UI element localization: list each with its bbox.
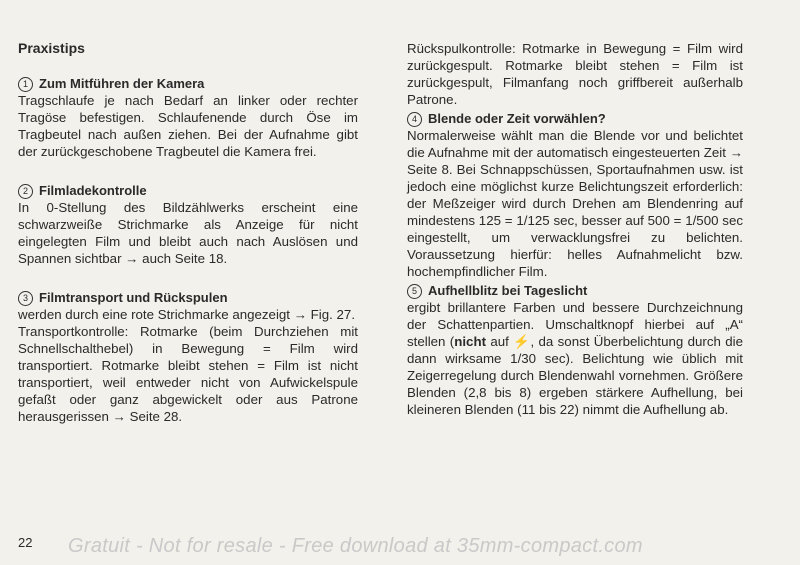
section-title-5: 5 Aufhellblitz bei Tageslicht bbox=[407, 282, 743, 299]
section-body-1: Tragschlaufe je nach Bedarf an linker oder rechter Tragöse befestigen. Schlaufenende durch Öse im Tragbeutel nach außen ziehen. Bei der Aufnahme gibt der zurückgeschobene Tragbeutel die Kamera frei. bbox=[18, 93, 358, 159]
right-column bbox=[407, 40, 743, 418]
section-body-3-transport: Transportkontrolle: Rotmarke (beim Durchziehen mit Schnellschalthebel) in Bewegung = Film wird transportiert. Rotmarke bleibt stehen = Film ist nicht transportiert, weil entweder nicht von Aufwickelspule gefaßt oder ganz abgewickelt oder aus Patrone herausgerissen → Seite 28. bbox=[18, 324, 358, 424]
circled-number-4: 4 bbox=[407, 112, 422, 127]
circled-number-5: 5 bbox=[407, 284, 422, 299]
section-body-5: ergibt brillantere Farben und bessere Durchzeichnung der Schattenpartien. Umschaltknopf hierbei auf „A“ stellen (nicht auf ⚡, da sonst Überbelichtung durch die dann wirksame 1/30 sec). Belichtung wie üblich mit Zeigerregelung durch Blendenwahl vornehmen. Größere Blenden (2,8 bis 8) ergeben stärkere Aufhellung, bei kleineren Blenden (11 bis 22) nimmt die Aufhellung ab. bbox=[407, 300, 743, 417]
section-body-4: Normalerweise wählt man die Blende vor und belichtet die Aufnahme mit der automatisch eingesteuerten Zeit → Seite 8. Bei Schnappschüssen, Sportaufnahmen usw. ist jedoch eine möglichst kurze Belichtungszeit erforderlich: der Meßzeiger wird durch Drehen am Blendenring auf mindestens 125 = 1/125 sec, besser auf 500 = 1/500 sec eingestellt, um verwacklungsfrei zu belichten. Voraussetzung hierfür: helles Aufnahmelicht bzw. hochempfindlicher Film. bbox=[407, 128, 743, 279]
circled-number-3: 3 bbox=[18, 291, 33, 306]
left-column bbox=[18, 40, 358, 425]
section-title-1: 1 Zum Mitführen der Kamera bbox=[18, 75, 358, 92]
section-body-3: werden durch eine rote Strichmarke angezeigt → Fig. 27. bbox=[18, 307, 356, 322]
section-title-2: 2 Filmladekontrolle bbox=[18, 182, 358, 199]
section-title-4: 4 Blende oder Zeit vorwählen? bbox=[407, 110, 743, 127]
section-body-2: In 0-Stellung des Bildzählwerks erscheint eine schwarzweiße Strichmarke als Anzeige für nicht eingelegten Film und bleibt auch nach Auslösen und Spannen sichtbar → auch Seite 18. bbox=[18, 200, 358, 266]
page-number: 22 bbox=[18, 535, 33, 550]
circled-number-1: 1 bbox=[18, 77, 33, 92]
circled-number-2: 2 bbox=[18, 184, 33, 199]
watermark: Gratuit - Not for resale - Free download at 35mm-compact.com bbox=[68, 535, 643, 557]
page-title: Praxistips bbox=[18, 40, 85, 56]
section-title-3: 3 Filmtransport und Rückspulen bbox=[18, 289, 358, 306]
rewind-control-text: Rückspulkontrolle: Rotmarke in Bewegung = Film wird zurückgespult. Rotmarke bleibt stehen = Film ist zurückgespult, Filmanfang noch griffbereit außerhalb Patrone. bbox=[407, 41, 743, 107]
